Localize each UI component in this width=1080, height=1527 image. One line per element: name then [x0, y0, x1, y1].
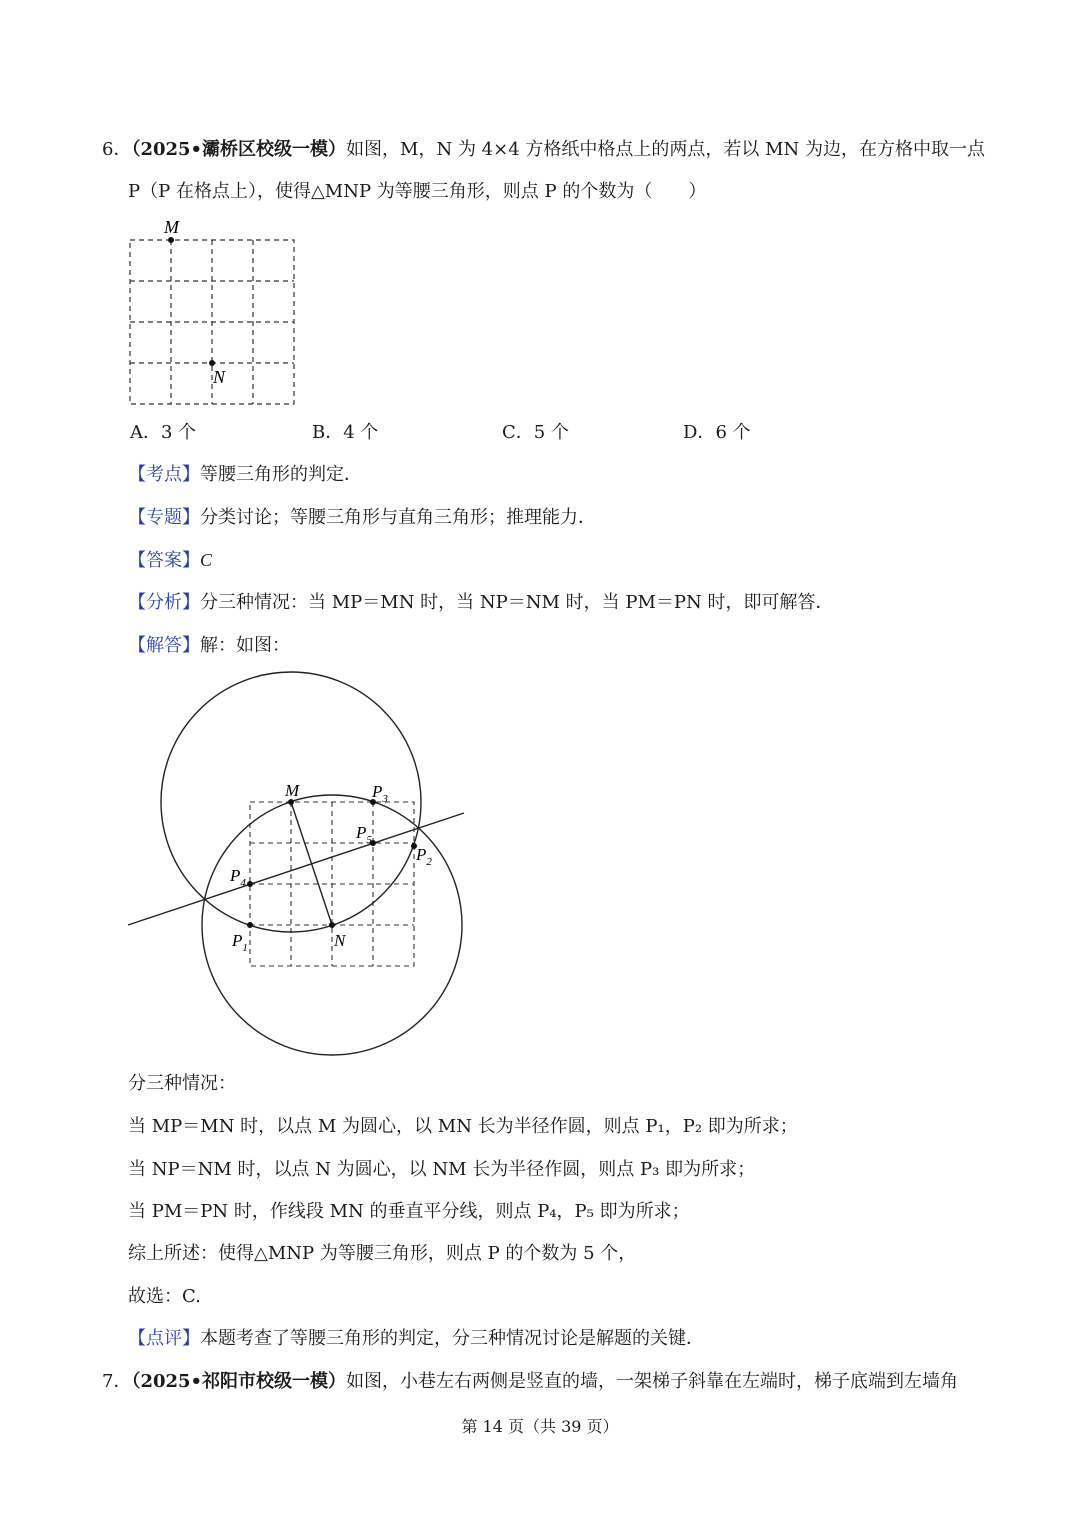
sol-point-p4	[247, 881, 253, 887]
dianping-line	[128, 1327, 704, 1351]
q6-label-n: N	[213, 367, 226, 387]
kaodian-text: 等腰三角形的判定．	[200, 464, 362, 485]
zhuanti-line	[128, 506, 596, 530]
q7-stem-line1	[102, 1370, 958, 1394]
fenxi-tag: 【分析】	[128, 592, 200, 613]
q6-option-c: C．5 个	[502, 422, 569, 443]
dianping-tag: 【点评】	[128, 1328, 200, 1349]
kaodian-tag: 【考点】	[128, 464, 200, 485]
sol-line-2: 当 MP＝MN 时，以点 M 为圆心，以 MN 长为半径作圆，则点 P₁，P₂ 即为所求；	[128, 1116, 798, 1137]
q6-option-d: D．6 个	[683, 422, 751, 443]
sol-line-3: 当 NP＝NM 时，以点 N 为圆心，以 NM 长为半径作圆，则点 P₃ 即为所求；	[128, 1159, 756, 1180]
zhuanti-text: 分类讨论；等腰三角形与直角三角形；推理能力．	[200, 507, 596, 528]
sol-point-p1	[247, 922, 253, 928]
daan-tag: 【答案】	[128, 550, 200, 571]
fenxi-line	[128, 591, 834, 615]
sol-label-p1: $P_1$	[232, 931, 248, 954]
sol-label-n: N	[334, 931, 346, 950]
sol-point-n	[329, 922, 335, 928]
zhuanti-tag: 【专题】	[128, 507, 200, 528]
dianping-text: 本题考查了等腰三角形的判定，分三种情况讨论是解题的关键．	[200, 1328, 704, 1349]
q6-stem-line2: P（P 在格点上），使得△MNP 为等腰三角形，则点 P 的个数为（ ）	[128, 181, 707, 202]
daan-text: C	[200, 550, 213, 570]
q7-number: 7．	[102, 1371, 132, 1392]
sol-line-5: 综上所述：使得△MNP 为等腰三角形，则点 P 的个数为 5 个，	[128, 1243, 637, 1264]
segment-mn	[291, 802, 332, 925]
q6-number: 6．	[102, 139, 132, 160]
sol-label-p3: $P_3$	[372, 782, 388, 805]
jieda-line	[128, 634, 290, 658]
q6-option-a: A．3 个	[130, 422, 197, 443]
q7-stem-text1: 如图，小巷左右两侧是竖直的墙，一架梯子斜靠在左端时，梯子底端到左墙角	[346, 1371, 959, 1392]
q6-source: （2025•灞桥区校级一模）	[131, 139, 347, 160]
sol-label-p5: $P_5$	[356, 823, 372, 846]
sol-label-m: M	[285, 781, 300, 800]
q6-point-m	[168, 237, 174, 243]
q6-option-b: B．4 个	[312, 422, 379, 443]
q6-point-n	[209, 360, 215, 366]
sol-line-6: 故选：C.	[128, 1286, 201, 1307]
daan-line	[128, 548, 212, 573]
sol-label-p2: $P_2$	[416, 845, 432, 868]
q6-stem-text1: 如图，M，N 为 4×4 方格纸中格点上的两点，若以 MN 为边，在方格中取一点	[346, 139, 986, 160]
q6-stem-line1	[102, 138, 985, 162]
jieda-text: 解：如图：	[200, 635, 290, 656]
fenxi-text: 分三种情况：当 MP＝MN 时，当 NP＝NM 时，当 PM＝PN 时，即可解答．	[200, 592, 834, 613]
q6-grid-figure	[120, 215, 310, 415]
page-footer: 第 14 页（共 39 页）	[461, 1417, 619, 1436]
q6-label-m: M	[164, 217, 179, 237]
sol-label-p4: $P_4$	[230, 866, 246, 889]
jieda-tag: 【解答】	[128, 635, 200, 656]
solution-grid	[250, 802, 414, 966]
kaodian-line	[128, 463, 362, 487]
q7-source: （2025•祁阳市校级一模）	[131, 1371, 347, 1392]
sol-line-1: 分三种情况：	[128, 1073, 236, 1094]
solution-figure	[120, 660, 480, 1070]
sol-line-4: 当 PM＝PN 时，作线段 MN 的垂直平分线，则点 P₄，P₅ 即为所求；	[128, 1201, 690, 1222]
